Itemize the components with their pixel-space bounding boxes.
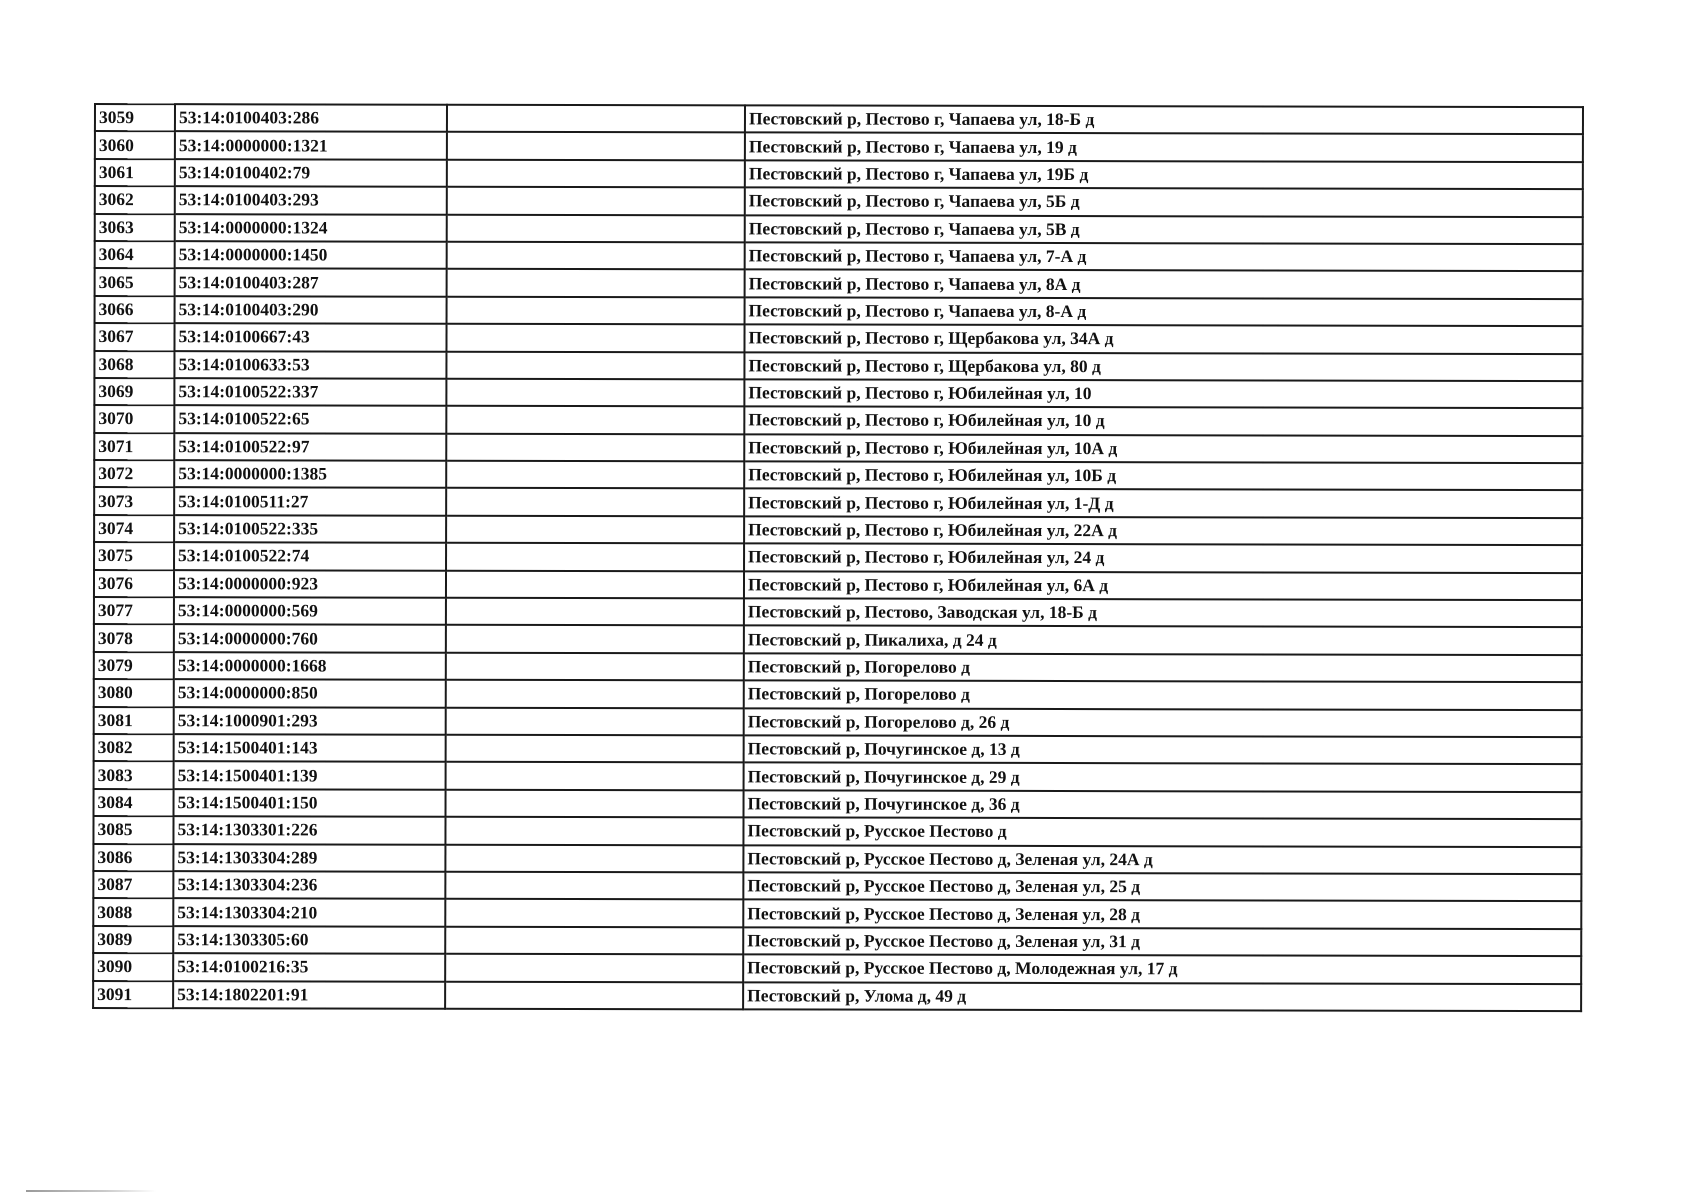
cadastral-number: 53:14:0100633:53	[174, 351, 446, 379]
table-row	[95, 104, 1583, 135]
address: Пестовский р, Пестово г, Щербакова ул, 34А д	[744, 324, 1582, 353]
row-number: 3086	[93, 844, 173, 872]
cadastral-number: 53:14:0000000:1385	[174, 460, 446, 488]
table-row	[94, 515, 1582, 546]
table-row	[93, 816, 1581, 847]
address: Пестовский р, Пестово г, Юбилейная ул, 10 д	[744, 407, 1582, 436]
address: Пестовский р, Погорелово д	[744, 653, 1582, 682]
table-row	[93, 844, 1581, 875]
row-number: 3065	[95, 268, 175, 296]
row-number: 3074	[94, 515, 174, 543]
row-number: 3070	[94, 405, 174, 433]
empty-cell	[446, 790, 744, 818]
cadastral-number: 53:14:1500401:139	[174, 762, 446, 790]
address: Пестовский р, Пестово г, Чапаева ул, 8А д	[745, 270, 1583, 299]
cadastral-number: 53:14:0100522:65	[174, 405, 446, 433]
cadastral-number: 53:14:0100403:290	[175, 296, 447, 324]
address: Пестовский р, Пестово г, Юбилейная ул, 1-Д д	[744, 489, 1582, 518]
empty-cell	[445, 899, 743, 927]
address: Пестовский р, Пестово г, Юбилейная ул, 10	[744, 379, 1582, 408]
address: Пестовский р, Пестово г, Юбилейная ул, 24 д	[744, 544, 1582, 573]
cadastral-number: 53:14:1500401:143	[174, 734, 446, 762]
table-row	[93, 898, 1581, 929]
table-row	[93, 981, 1581, 1012]
cadastral-number: 53:14:0000000:760	[174, 625, 446, 653]
empty-cell	[445, 844, 743, 872]
empty-cell	[446, 680, 744, 708]
table-row	[93, 953, 1581, 984]
row-number: 3059	[95, 104, 175, 132]
row-number: 3075	[94, 542, 174, 570]
registry-table-body	[93, 104, 1583, 1011]
row-number: 3079	[94, 652, 174, 680]
table-row	[94, 652, 1582, 683]
cadastral-number: 53:14:0000000:1324	[175, 214, 447, 242]
row-number: 3068	[94, 351, 174, 379]
table-row	[94, 542, 1582, 573]
empty-cell	[446, 625, 744, 653]
address: Пестовский р, Почугинское д, 36 д	[744, 790, 1582, 819]
empty-cell	[446, 379, 744, 407]
cadastral-number: 53:14:0000000:850	[174, 679, 446, 707]
empty-cell	[446, 488, 744, 516]
row-number: 3066	[95, 296, 175, 324]
address: Пестовский р, Пестово г, Юбилейная ул, 22А д	[744, 516, 1582, 545]
cadastral-number: 53:14:0100522:74	[174, 542, 446, 570]
scan-artifact-line	[26, 1190, 156, 1192]
row-number: 3087	[93, 871, 173, 899]
cadastral-number: 53:14:0100667:43	[174, 323, 446, 351]
row-number: 3078	[94, 624, 174, 652]
table-row	[94, 761, 1582, 792]
empty-cell	[447, 214, 745, 242]
cadastral-number: 53:14:0100216:35	[173, 953, 445, 981]
empty-cell	[446, 324, 744, 352]
table-row	[94, 405, 1582, 436]
row-number: 3071	[94, 433, 174, 461]
empty-cell	[446, 433, 744, 461]
cadastral-number: 53:14:0100403:286	[175, 104, 447, 132]
table-row	[94, 789, 1582, 820]
address: Пестовский р, Пестово г, Чапаева ул, 18-Б д	[745, 105, 1583, 134]
table-row	[93, 871, 1581, 902]
row-number: 3061	[95, 159, 175, 187]
cadastral-number: 53:14:0100402:79	[175, 159, 447, 187]
cadastral-number: 53:14:0000000:923	[174, 570, 446, 598]
cadastral-number: 53:14:0100511:27	[174, 488, 446, 516]
empty-cell	[446, 735, 744, 763]
table-row	[93, 926, 1581, 957]
row-number: 3073	[94, 487, 174, 515]
row-number: 3067	[94, 323, 174, 351]
cadastral-number: 53:14:1500401:150	[174, 789, 446, 817]
empty-cell	[447, 160, 745, 188]
address: Пестовский р, Пестово г, Чапаева ул, 7-А д	[745, 242, 1583, 271]
empty-cell	[446, 707, 744, 735]
address: Пестовский р, Пестово г, Чапаева ул, 5В д	[745, 215, 1583, 244]
empty-cell	[445, 954, 743, 982]
row-number: 3084	[94, 789, 174, 817]
table-row	[95, 241, 1583, 272]
cadastral-number: 53:14:1303305:60	[173, 926, 445, 954]
empty-cell	[447, 296, 745, 324]
row-number: 3076	[94, 570, 174, 598]
empty-cell	[446, 598, 744, 626]
table-row	[95, 159, 1583, 190]
cadastral-number: 53:14:0100403:293	[175, 186, 447, 214]
table-row	[94, 323, 1582, 354]
address: Пестовский р, Русское Пестово д, Молодежная ул, 17 д	[743, 954, 1581, 983]
empty-cell	[446, 461, 744, 489]
address: Пестовский р, Улома д, 49 д	[743, 982, 1581, 1011]
cadastral-number: 53:14:1000901:293	[174, 707, 446, 735]
table-row	[94, 624, 1582, 655]
cadastral-number: 53:14:0100403:287	[175, 269, 447, 297]
table-row	[95, 186, 1583, 217]
row-number: 3081	[94, 707, 174, 735]
table-row	[94, 378, 1582, 409]
empty-cell	[446, 516, 744, 544]
address: Пестовский р, Пестово г, Юбилейная ул, 10А д	[744, 434, 1582, 463]
address: Пестовский р, Пестово, Заводская ул, 18-Б д	[744, 598, 1582, 627]
address: Пестовский р, Пестово г, Чапаева ул, 5Б д	[745, 188, 1583, 217]
table-row	[94, 433, 1582, 464]
address: Пестовский р, Погорелово д	[744, 681, 1582, 710]
cadastral-number: 53:14:0100522:97	[174, 433, 446, 461]
cadastral-number: 53:14:0000000:1668	[174, 652, 446, 680]
empty-cell	[447, 269, 745, 297]
row-number: 3082	[94, 734, 174, 762]
row-number: 3090	[93, 953, 173, 981]
table-row	[95, 268, 1583, 299]
empty-cell	[446, 570, 744, 598]
address: Пестовский р, Пестово г, Юбилейная ул, 10Б д	[744, 461, 1582, 490]
empty-cell	[446, 543, 744, 571]
row-number: 3085	[93, 816, 173, 844]
cadastral-number: 53:14:0000000:569	[174, 597, 446, 625]
table-row	[94, 487, 1582, 518]
row-number: 3080	[94, 679, 174, 707]
row-number: 3063	[95, 214, 175, 242]
empty-cell	[446, 762, 744, 790]
address: Пестовский р, Пикалиха, д 24 д	[744, 626, 1582, 655]
empty-cell	[445, 872, 743, 900]
row-number: 3062	[95, 186, 175, 214]
empty-cell	[447, 242, 745, 270]
empty-cell	[446, 351, 744, 379]
table-row	[94, 679, 1582, 710]
row-number: 3064	[95, 241, 175, 269]
table-row	[95, 296, 1583, 327]
table-row	[94, 570, 1582, 601]
row-number: 3072	[94, 460, 174, 488]
row-number: 3091	[93, 981, 173, 1009]
address: Пестовский р, Пестово г, Юбилейная ул, 6А д	[744, 571, 1582, 600]
address: Пестовский р, Русское Пестово д, Зеленая ул, 24А д	[743, 845, 1581, 874]
empty-cell	[447, 187, 745, 215]
row-number: 3088	[93, 898, 173, 926]
address: Пестовский р, Русское Пестово д, Зеленая ул, 31 д	[743, 927, 1581, 956]
address: Пестовский р, Почугинское д, 13 д	[744, 735, 1582, 764]
cadastral-number: 53:14:1303304:210	[173, 898, 445, 926]
registry-table	[92, 103, 1584, 1012]
table-row	[94, 734, 1582, 765]
table-row	[94, 707, 1582, 738]
table-row	[94, 460, 1582, 491]
cadastral-number: 53:14:1303301:226	[173, 816, 445, 844]
empty-cell	[446, 406, 744, 434]
cadastral-number: 53:14:0100522:335	[174, 515, 446, 543]
row-number: 3083	[94, 761, 174, 789]
address: Пестовский р, Русское Пестово д, Зеленая ул, 28 д	[743, 900, 1581, 929]
cadastral-number: 53:14:0100522:337	[174, 378, 446, 406]
empty-cell	[446, 653, 744, 681]
cadastral-number: 53:14:1303304:236	[173, 871, 445, 899]
row-number: 3077	[94, 597, 174, 625]
address: Пестовский р, Русское Пестово д, Зеленая ул, 25 д	[743, 872, 1581, 901]
empty-cell	[445, 817, 743, 845]
empty-cell	[445, 926, 743, 954]
cadastral-number: 53:14:0000000:1450	[175, 241, 447, 269]
cadastral-number: 53:14:1303304:289	[173, 844, 445, 872]
empty-cell	[445, 981, 743, 1009]
empty-cell	[447, 132, 745, 160]
table-row	[94, 351, 1582, 382]
address: Пестовский р, Пестово г, Щербакова ул, 80 д	[744, 352, 1582, 381]
address: Пестовский р, Пестово г, Чапаева ул, 8-А д	[745, 297, 1583, 326]
cadastral-number: 53:14:0000000:1321	[175, 132, 447, 160]
address: Пестовский р, Почугинское д, 29 д	[744, 763, 1582, 792]
address: Пестовский р, Погорелово д, 26 д	[744, 708, 1582, 737]
address: Пестовский р, Пестово г, Чапаева ул, 19 д	[745, 133, 1583, 162]
address: Пестовский р, Пестово г, Чапаева ул, 19Б д	[745, 160, 1583, 189]
row-number: 3060	[95, 131, 175, 159]
table-row	[95, 214, 1583, 245]
cadastral-number: 53:14:1802201:91	[173, 981, 445, 1009]
address: Пестовский р, Русское Пестово д	[743, 818, 1581, 847]
row-number: 3069	[94, 378, 174, 406]
table-row	[95, 131, 1583, 162]
table-row	[94, 597, 1582, 628]
empty-cell	[447, 105, 745, 133]
row-number: 3089	[93, 926, 173, 954]
